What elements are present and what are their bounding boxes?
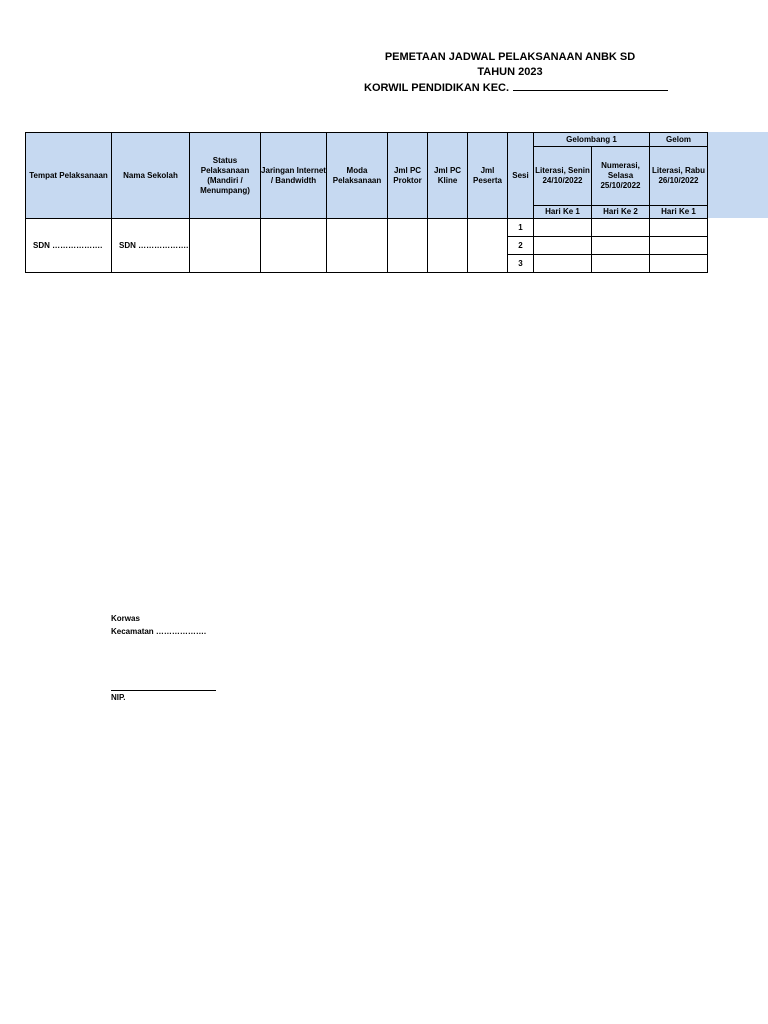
day-1-header: Literasi, Senin 24/10/2022 [534, 147, 592, 206]
cell-status[interactable] [190, 219, 261, 273]
signature-nip: NIP. [111, 693, 126, 702]
document-title: PEMETAAN JADWAL PELAKSANAAN ANBK SD [384, 51, 636, 63]
signature-block [111, 612, 216, 704]
cell-kline[interactable] [428, 219, 468, 273]
col-status-pelaksanaan: Status Pelaksanaan (Mandiri / Menumpang) [190, 133, 261, 219]
cell-sesi-1: 1 [508, 219, 534, 237]
day-2-hari: Hari Ke 2 [592, 206, 650, 219]
cell-nama-sekolah[interactable]: SDN ………………. [112, 219, 190, 273]
korwil-line [330, 80, 690, 96]
cell-day-1-sesi-1[interactable] [534, 219, 592, 237]
col-tempat-pelaksanaan: Tempat Pelaksanaan [26, 133, 112, 219]
header-row-1 [26, 133, 708, 147]
cell-tempat-pelaksanaan[interactable]: SDN ………………. [26, 219, 112, 273]
cell-day-3-sesi-1[interactable] [650, 219, 708, 237]
cell-day-3-sesi-3[interactable] [650, 255, 708, 273]
cell-day-1-sesi-2[interactable] [534, 237, 592, 255]
cell-proktor[interactable] [388, 219, 428, 273]
col-sesi: Sesi [508, 133, 534, 219]
col-jaringan-internet: Jaringan Internet / Bandwidth [261, 133, 327, 219]
korwil-blank-line [513, 80, 668, 91]
cell-peserta[interactable] [468, 219, 508, 273]
col-nama-sekolah: Nama Sekolah [112, 133, 190, 219]
col-jml-peserta: Jml Peserta [468, 133, 508, 219]
cell-day-2-sesi-3[interactable] [592, 255, 650, 273]
signature-title: Korwas [111, 614, 140, 623]
signature-kecamatan: Kecamatan ………………. [111, 627, 207, 636]
day-2-header: Numerasi, Selasa 25/10/2022 [592, 147, 650, 206]
day-3-header: Literasi, Rabu 26/10/2022 [650, 147, 708, 206]
cell-day-1-sesi-3[interactable] [534, 255, 592, 273]
schedule-table [25, 132, 708, 273]
col-jml-pc-kline: Jml PC Kline [428, 133, 468, 219]
gelombang-2-header: Gelom [650, 133, 708, 147]
document-header [330, 50, 690, 96]
col-moda-pelaksanaan: Moda Pelaksanaan [327, 133, 388, 219]
day-1-hari: Hari Ke 1 [534, 206, 592, 219]
col-jml-pc-proktor: Jml PC Proktor [388, 133, 428, 219]
korwil-label: KORWIL PENDIDIKAN KEC. [364, 82, 510, 94]
cell-day-2-sesi-1[interactable] [592, 219, 650, 237]
header-overflow-shading [708, 132, 768, 218]
cell-day-3-sesi-2[interactable] [650, 237, 708, 255]
cell-sesi-3: 3 [508, 255, 534, 273]
cell-jaringan[interactable] [261, 219, 327, 273]
cell-day-2-sesi-2[interactable] [592, 237, 650, 255]
cell-sesi-2: 2 [508, 237, 534, 255]
day-3-hari: Hari Ke 1 [650, 206, 708, 219]
cell-moda[interactable] [327, 219, 388, 273]
document-year: TAHUN 2023 [477, 66, 543, 78]
table-row [26, 219, 708, 237]
gelombang-1-header: Gelombang 1 [534, 133, 650, 147]
